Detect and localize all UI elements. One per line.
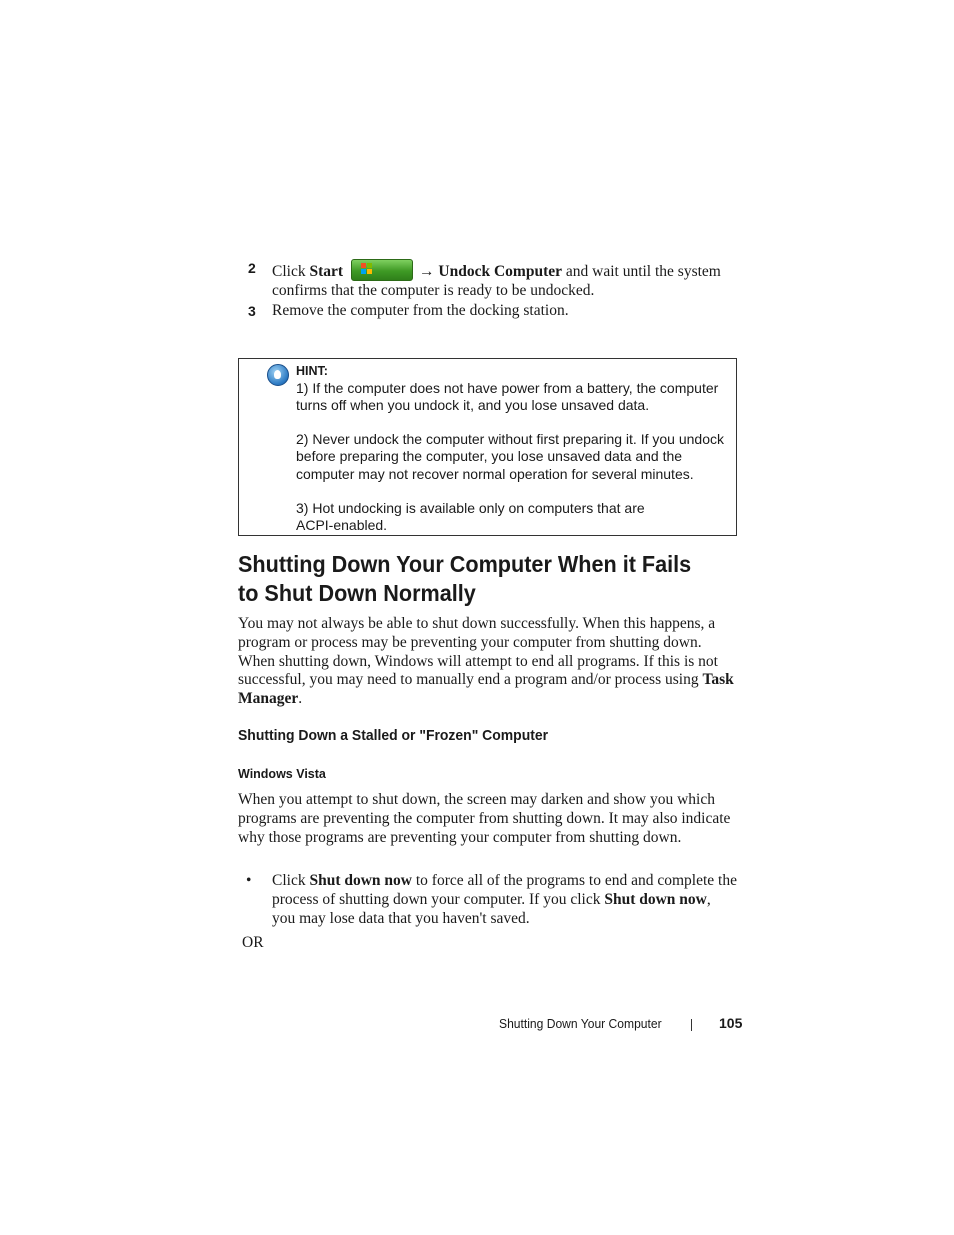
step-number: 2 xyxy=(248,260,256,276)
vista-paragraph: When you attempt to shut down, the screen may darken and show you which programs are preventing the computer from shutting down. It may also indicate why those programs are preventing your computer from shutting down. xyxy=(238,791,731,846)
footer-divider xyxy=(691,1019,692,1031)
arrow: → xyxy=(419,263,435,280)
start-label: Start xyxy=(309,263,344,280)
shut-down-now-label: Shut down now xyxy=(309,872,412,889)
windows-start-button-icon xyxy=(351,259,413,281)
step-number: 3 xyxy=(248,303,256,319)
subsection-title: Shutting Down a Stalled or "Frozen" Computer xyxy=(238,727,549,744)
os-heading: Windows Vista xyxy=(238,767,326,781)
step-text: Remove the computer from the docking station. xyxy=(272,302,569,319)
hint-item-2: 2) Never undock the computer without first preparing it. If you undock before preparing the computer, you lose unsaved data and the computer may not recover normal operation for several minutes. xyxy=(296,431,724,482)
bullet-item: Click Shut down now to force all of the programs to end and complete the process of shutting down your computer. If you click Shut down now, you may lose data that you haven't saved. xyxy=(272,872,737,927)
windows-flag-icon xyxy=(361,263,373,275)
hint-label: HINT: xyxy=(296,364,328,378)
section-intro: You may not always be able to shut down successfully. When this happens, a program or process may be preventing your computer from shutting down. When shutting down, Windows will attempt to end all programs. If this is not successful, you may need to manually end a program and/or process using Task Manager. xyxy=(238,615,734,708)
task-manager-label: Task Manager xyxy=(238,671,734,708)
shut-down-now-label: Shut down now xyxy=(604,890,707,908)
hint-item-3: 3) Hot undocking is available only on computers that are ACPI-enabled. xyxy=(296,500,645,534)
or-text: OR xyxy=(242,934,264,951)
hint-item-1: 1) If the computer does not have power from a battery, the computer turns off when you undock it, and you lose unsaved data. xyxy=(296,380,719,414)
undock-computer-label: Undock Computer xyxy=(438,263,562,280)
footer-chapter-title: Shutting Down Your Computer xyxy=(499,1016,662,1031)
step-text: Click Start → Undock Computer and wait until the system confirms that the computer is ready to be undocked. xyxy=(272,259,742,301)
hint-box xyxy=(238,358,737,536)
bullet-mark: • xyxy=(246,872,252,889)
section-title: Shutting Down Your Computer When it Fails to Shut Down Normally xyxy=(238,551,692,606)
lightbulb-hint-icon xyxy=(267,364,289,386)
page-number: 105 xyxy=(719,1015,743,1031)
